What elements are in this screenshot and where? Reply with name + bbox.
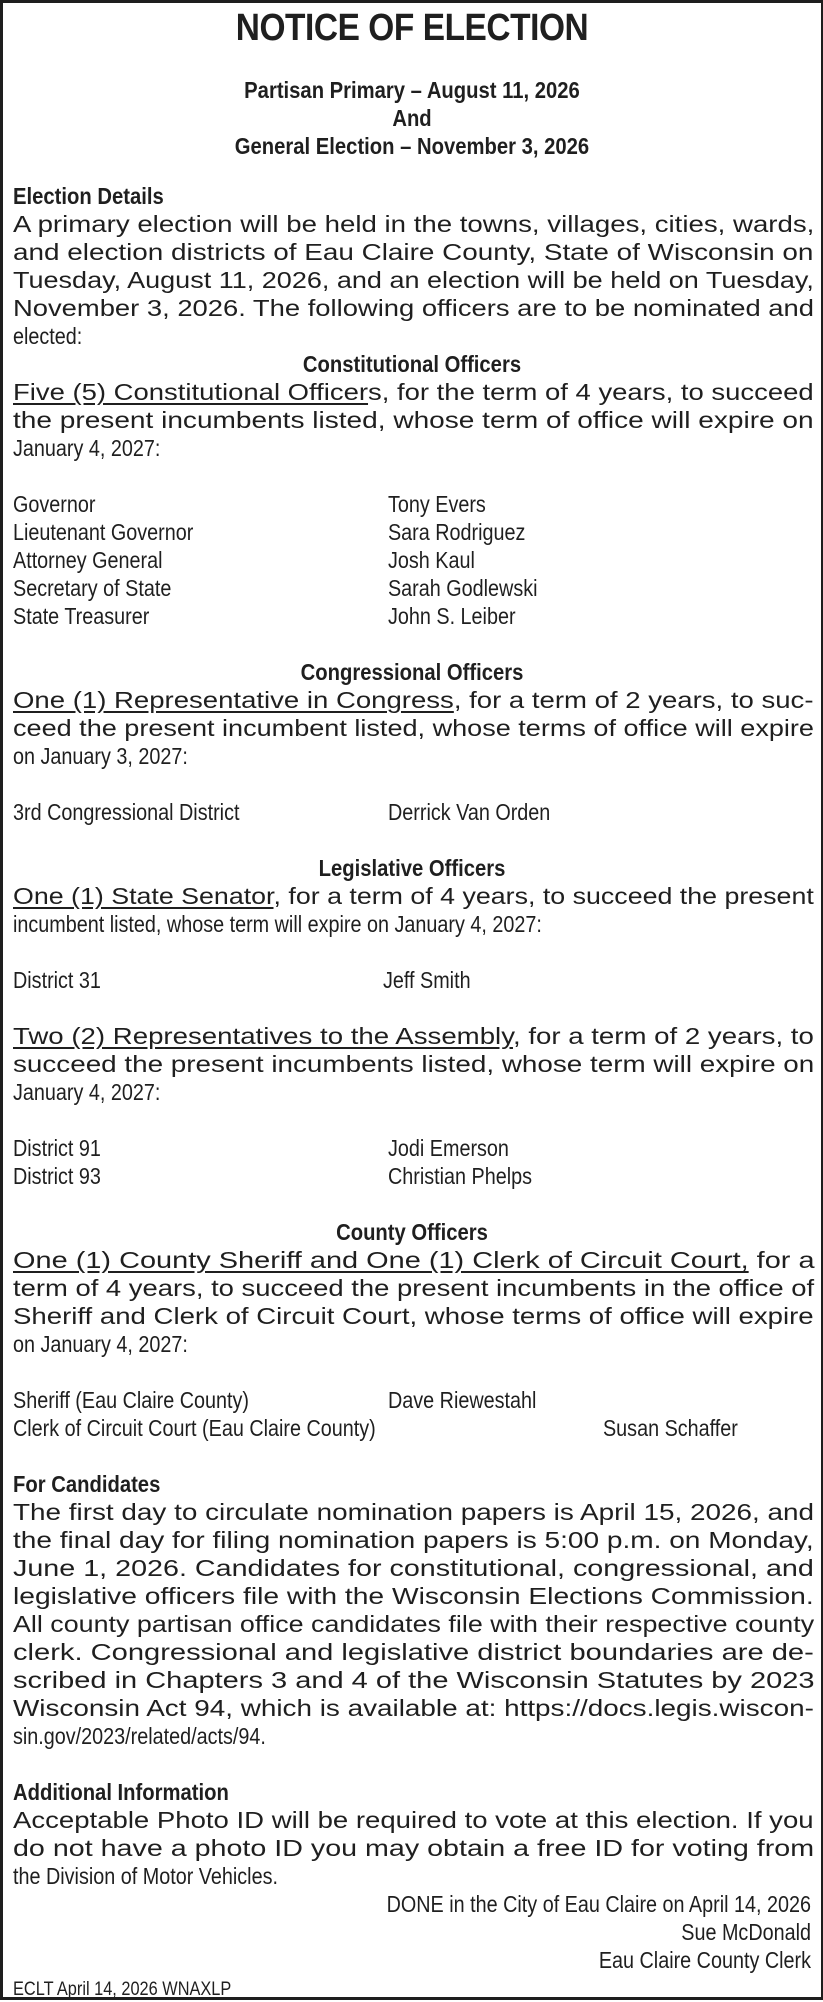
election-details-heading: Election Details xyxy=(13,183,164,209)
text-line: the Division of Motor Vehicles. xyxy=(13,1863,278,1889)
election-details-text xyxy=(13,210,815,350)
signer-title: Eau Claire County Clerk xyxy=(598,1947,811,1973)
text-line xyxy=(13,378,814,406)
text-line: and election districts of Eau Claire County, State of Wisconsin on xyxy=(13,239,814,265)
text-line: All county partisan office candidates file with their respective county xyxy=(13,1611,815,1637)
text-line: on January 3, 2027: xyxy=(13,743,188,769)
office-name: Governor xyxy=(13,491,96,517)
text-span: , for a term of 2 years, to suc- xyxy=(453,687,814,713)
incumbent-name: Sarah Godlewski xyxy=(387,575,538,601)
text-line xyxy=(13,686,814,714)
primary-date: Partisan Primary – August 11, 2026 xyxy=(244,77,580,103)
text-line: Sheriff and Clerk of Circuit Court, whose terms of office will expire xyxy=(13,1303,814,1329)
incumbent-name: Jodi Emerson xyxy=(387,1135,509,1161)
assembly-text xyxy=(13,1022,815,1106)
congressional-officers-heading: Congressional Officers xyxy=(300,659,524,685)
notice-title: NOTICE OF ELECTION xyxy=(235,7,589,49)
additional-information-section xyxy=(13,1778,815,2002)
office-name: Lieutenant Governor xyxy=(13,519,194,545)
text-line: on January 4, 2027: xyxy=(13,1331,188,1357)
election-details-section xyxy=(13,182,815,350)
text-line: A primary election will be held in the towns, villages, cities, wards, xyxy=(13,211,815,237)
text-span: , for a term of 2 years, to xyxy=(512,1023,814,1049)
office-row xyxy=(13,1414,814,1442)
office-name: Sheriff (Eau Claire County) xyxy=(13,1387,250,1413)
county-officers-text xyxy=(13,1246,815,1358)
office-name: District 91 xyxy=(13,1135,101,1161)
text-line: elected: xyxy=(13,323,83,349)
signer-name: Sue McDonald xyxy=(681,1919,811,1945)
office-name: Secretary of State xyxy=(13,575,172,601)
underlined-office-count: Five (5) Constitutional Officer xyxy=(13,379,369,405)
underlined-office-count: One (1) State Senator xyxy=(13,883,274,909)
signature-block xyxy=(13,1890,811,1974)
office-row xyxy=(13,574,814,602)
text-line xyxy=(13,1246,814,1274)
publication-code: ECLT April 14, 2026 WNAXLP xyxy=(13,1979,232,2000)
additional-information-text xyxy=(13,1806,815,1890)
text-line: November 3, 2026. The following officers are to be nominated and xyxy=(13,295,814,321)
text-line: incumbent listed, whose term will expire on January 4, 2027: xyxy=(13,911,542,937)
done-line: DONE in the City of Eau Claire on April 14, 2026 xyxy=(386,1891,811,1917)
text-line: January 4, 2027: xyxy=(13,435,161,461)
office-row xyxy=(13,798,814,826)
election-dates xyxy=(13,76,811,160)
subtitle-and: And xyxy=(392,105,432,131)
legislative-officers-section xyxy=(13,854,815,1190)
additional-information-heading: Additional Information xyxy=(13,1779,229,1805)
text-span: , for a term of 4 years, to succeed the present xyxy=(273,883,814,909)
text-span: for a xyxy=(748,1247,815,1273)
for-candidates-text xyxy=(13,1498,815,1750)
office-row xyxy=(13,966,814,994)
congressional-offices-list xyxy=(13,798,811,826)
county-officers-heading: County Officers xyxy=(336,1219,488,1245)
office-row xyxy=(13,602,814,630)
incumbent-name: Josh Kaul xyxy=(387,547,475,573)
underlined-office-count: One (1) County Sheriff and One (1) Clerk of Circuit Court, xyxy=(13,1247,749,1273)
constitutional-offices-list xyxy=(13,490,811,630)
assembly-list xyxy=(13,1134,811,1190)
for-candidates-section xyxy=(13,1470,815,1750)
incumbent-name: Derrick Van Orden xyxy=(387,799,551,825)
legislature-url-text: sin.gov/2023/related/acts/94. xyxy=(13,1723,266,1749)
office-name: District 31 xyxy=(13,967,101,993)
underlined-office-count: One (1) Representative in Congress xyxy=(13,687,454,713)
state-senator-list xyxy=(13,966,811,994)
for-candidates-heading: For Candidates xyxy=(13,1471,161,1497)
text-line: ceed the present incumbent listed, whose terms of office will expire xyxy=(13,715,814,741)
text-line: term of 4 years, to succeed the present incumbents in the office of xyxy=(13,1275,815,1301)
office-name: District 93 xyxy=(13,1163,101,1189)
incumbent-name: Sara Rodriguez xyxy=(387,519,526,545)
text-line: June 1, 2026. Candidates for constitutional, congressional, and xyxy=(13,1555,814,1581)
text-line: The first day to circulate nomination papers is April 15, 2026, and xyxy=(13,1499,814,1525)
incumbent-name: John S. Leiber xyxy=(387,603,516,629)
office-row xyxy=(13,1134,814,1162)
congressional-officers-section xyxy=(13,658,814,826)
office-name: 3rd Congressional District xyxy=(13,799,240,825)
office-row xyxy=(13,518,814,546)
text-line: legislative officers file with the Wisconsin Elections Commission. xyxy=(13,1583,814,1609)
text-line: Acceptable Photo ID will be required to vote at this election. If you xyxy=(13,1807,814,1833)
text-line: January 4, 2027: xyxy=(13,1079,161,1105)
text-line: the present incumbents listed, whose term of office will expire on xyxy=(13,407,814,433)
office-row xyxy=(13,1162,814,1190)
office-name: State Treasurer xyxy=(13,603,150,629)
text-line: scribed in Chapters 3 and 4 of the Wisconsin Statutes by 2023 xyxy=(13,1667,815,1693)
constitutional-officers-heading: Constitutional Officers xyxy=(302,351,522,377)
incumbent-name: Jeff Smith xyxy=(382,967,471,993)
incumbent-name: Dave Riewestahl xyxy=(387,1387,537,1413)
text-line: Tuesday, August 11, 2026, and an election will be held on Tuesday, xyxy=(13,267,814,293)
text-line: Wisconsin Act 94, which is available at: https://docs.legis.wiscon- xyxy=(13,1695,814,1721)
incumbent-name: Susan Schaffer xyxy=(602,1415,738,1441)
underlined-office-count: Two (2) Representatives to the Assembly xyxy=(13,1023,513,1049)
text-line xyxy=(13,882,814,910)
text-line: the final day for filing nomination papers is 5:00 p.m. on Monday, xyxy=(13,1527,814,1553)
office-name: Clerk of Circuit Court (Eau Claire County) xyxy=(13,1415,376,1441)
state-senator-text xyxy=(13,882,814,938)
constitutional-officers-section xyxy=(13,350,814,630)
office-row xyxy=(13,546,814,574)
office-row xyxy=(13,490,814,518)
text-line: succeed the present incumbents listed, whose term will expire on xyxy=(13,1051,815,1077)
text-line xyxy=(13,1022,814,1050)
office-name: Attorney General xyxy=(13,547,163,573)
county-offices-list xyxy=(13,1386,811,1442)
text-line: clerk. Congressional and legislative district boundaries are de- xyxy=(13,1639,814,1665)
office-row xyxy=(13,1386,814,1414)
congressional-officers-text xyxy=(13,686,814,770)
text-span: s, for the term of 4 years, to succeed xyxy=(368,379,814,405)
incumbent-name: Christian Phelps xyxy=(387,1163,533,1189)
incumbent-name: Tony Evers xyxy=(387,491,486,517)
legislative-officers-heading: Legislative Officers xyxy=(318,855,506,881)
county-officers-section xyxy=(13,1218,815,1442)
general-date: General Election – November 3, 2026 xyxy=(234,133,590,159)
text-line: do not have a photo ID you may obtain a free ID for voting from xyxy=(13,1835,815,1861)
constitutional-officers-text xyxy=(13,378,814,462)
